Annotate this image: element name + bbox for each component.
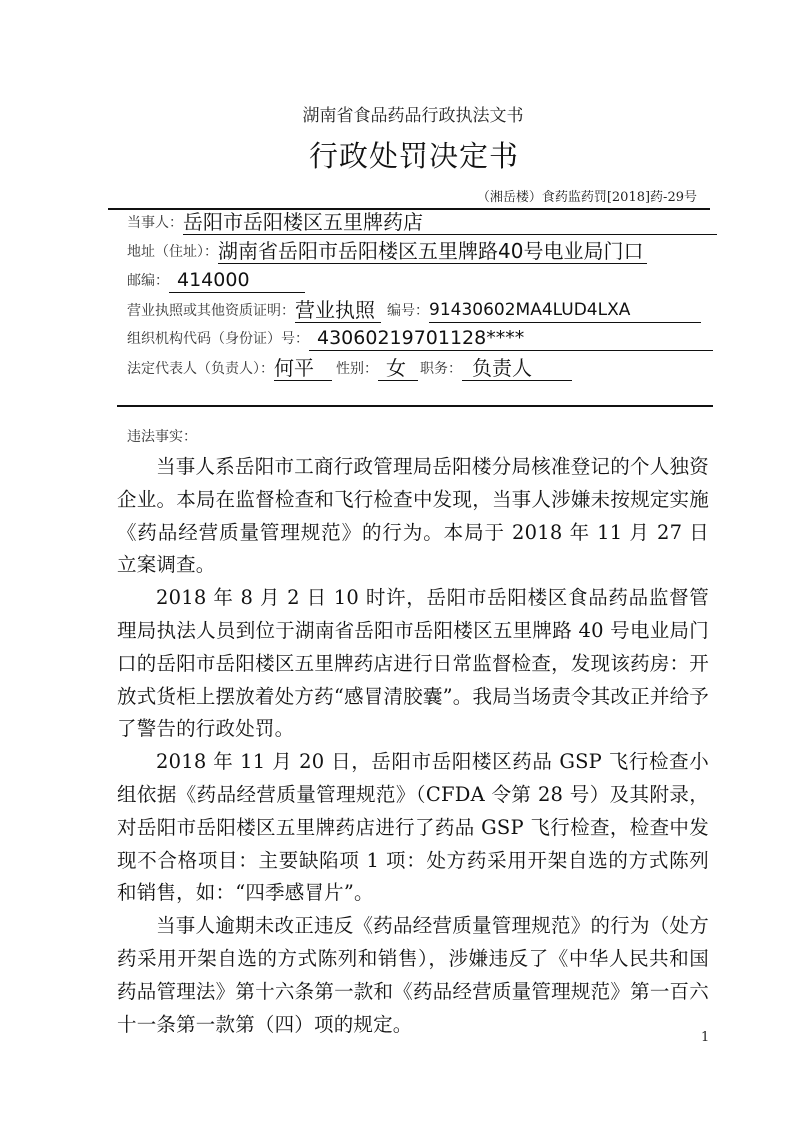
facts-heading: 违法事实： [127,429,197,445]
facts-paragraph: 当事人系岳阳市工商行政管理局岳阳楼分局核准登记的个人独资企业。本局在监督检查和飞行检查中发现，当事人涉嫌未按规定实施《药品经营质量管理规范》的行为。本局于 2018 年 11 月 27 日立案调查。 [117,455,709,577]
position-label: 职务： [420,361,462,377]
representative-row [127,352,572,381]
postcode-row [127,264,305,293]
facts-paragraph: 当事人逾期未改正违反《药品经营质量管理规范》的行为（处方药采用开架自选的方式陈列和销售），涉嫌违反了《中华人民共和国药品管理法》第十六条第一款和《药品经营质量管理规范》第一百六十一条第一款第（四）项的规定。 [117,914,709,1036]
facts-paragraph: 2018 年 8 月 2 日 10 时许，岳阳市岳阳楼区食品药品监督管理局执法人员到位于湖南省岳阳市岳阳楼区五里牌路 40 号电业局门口的岳阳市岳阳楼区五里牌药店进行日常监督检查，发现该药房：开放式货柜上摆放着处方药“感冒清胶囊”。我局当场责令其改正并给予了警告的行政处罚。 [117,586,709,741]
gender-label: 性别： [336,361,378,377]
representative-value: 何平 [274,356,332,381]
org-code-row [127,322,713,351]
position-value: 负责人 [462,356,572,381]
party-row [127,206,717,235]
org-code-value: 43060219701128**** [309,326,713,351]
facts-section [117,427,709,1041]
representative-label: 法定代表人（负责人）： [127,361,274,377]
license-label: 营业执照或其他资质证明： [127,303,295,319]
postcode-value: 414000 [169,268,305,293]
address-label: 地址（住址）： [127,244,218,260]
address-value: 湖南省岳阳市岳阳楼区五里牌路40号电业局门口 [218,239,647,264]
license-no-label: 编号： [387,303,429,319]
address-row [127,235,647,264]
postcode-label: 邮编： [127,273,169,289]
page-number: 1 [701,1030,710,1045]
gender-value: 女 [378,356,418,381]
document-title: 行政处罚决定书 [308,139,519,173]
party-label: 当事人： [127,215,183,231]
facts-paragraph: 2018 年 11 月 20 日，岳阳市岳阳楼区药品 GSP 飞行检查小组依据《药品经营质量管理规范》（CFDA 令第 28 号）及其附录，对岳阳市岳阳楼区五里牌药店进行了药品 GSP 飞行检查，检查中发现不合格项目：主要缺陷项 1 项：处方药采用开架自选的方式陈列和销售，如：“四季感冒片”。 [117,750,709,905]
license-value: 营业执照 [295,298,381,323]
license-row [127,294,701,323]
document-number: （湘岳楼）食药监药罚[2018]药-29号 [476,190,697,205]
party-value: 岳阳市岳阳楼区五里牌药店 [183,210,717,235]
org-code-label: 组织机构代码（身份证）号： [127,331,309,347]
document-subtitle: 湖南省食品药品行政执法文书 [302,106,524,126]
bottom-rule [117,405,713,407]
license-no-value: 91430602MA4LUD4LXA [429,298,701,323]
